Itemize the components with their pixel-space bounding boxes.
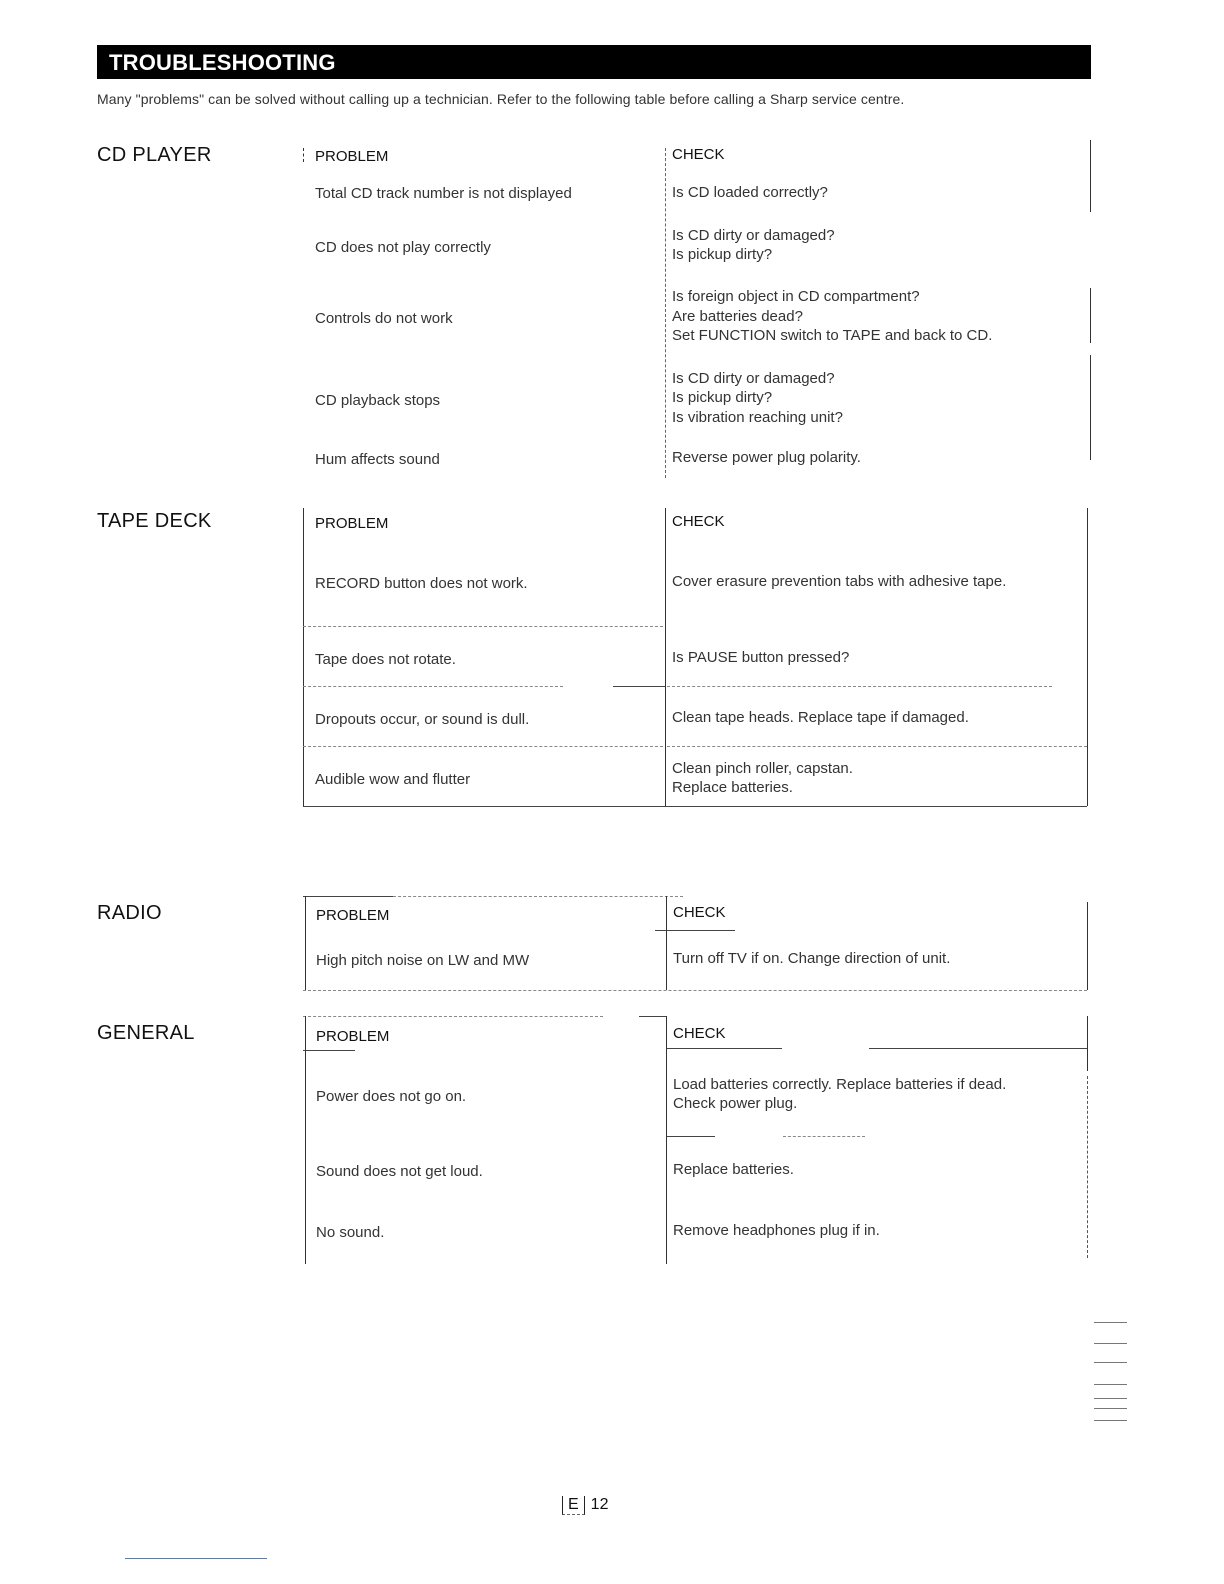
table-border	[1090, 355, 1091, 460]
table-top	[303, 1016, 603, 1017]
bottom-edge-line	[125, 1558, 267, 1559]
table-top	[639, 1016, 667, 1017]
check-cell: Is CD dirty or damaged?	[672, 227, 835, 244]
check-cell: Check power plug.	[673, 1095, 798, 1112]
problem-cell: CD playback stops	[315, 392, 441, 409]
problem-cell: Tape does not rotate.	[315, 651, 456, 668]
margin-mark	[1094, 1384, 1127, 1385]
check-cell: Cover erasure prevention tabs with adhesive tape.	[672, 573, 1007, 590]
page-title: TROUBLESHOOTING	[109, 50, 336, 75]
check-cell: Turn off TV if on. Change direction of unit.	[673, 950, 951, 967]
margin-mark	[1094, 1408, 1127, 1409]
row-divider	[303, 746, 663, 747]
check-cell: Clean pinch roller, capstan.	[672, 760, 853, 777]
problem-cell: High pitch noise on LW and MW	[316, 952, 530, 969]
table-divider	[666, 1016, 667, 1264]
check-cell: Remove headphones plug if in.	[673, 1222, 880, 1239]
section-title-cd-player: CD PLAYER	[97, 144, 212, 166]
radio-table	[303, 896, 1090, 990]
table-border	[303, 148, 304, 162]
table-top	[303, 896, 393, 897]
check-cell: Set FUNCTION switch to TAPE and back to CD.	[672, 327, 993, 344]
check-cell: Is CD dirty or damaged?	[672, 370, 835, 387]
problem-cell: RECORD button does not work.	[315, 575, 528, 592]
problem-cell: Total CD track number is not displayed	[315, 185, 572, 202]
table-border	[303, 508, 304, 806]
row-divider	[667, 746, 1087, 747]
check-header: CHECK	[672, 146, 725, 163]
check-cell: Clean tape heads. Replace tape if damaged.	[672, 709, 969, 726]
check-cell: Is vibration reaching unit?	[672, 409, 843, 426]
row-divider	[667, 1136, 715, 1137]
problem-cell: Controls do not work	[315, 310, 453, 327]
table-border	[1087, 508, 1088, 806]
check-cell: Is foreign object in CD compartment?	[672, 288, 920, 305]
problem-cell: Audible wow and flutter	[315, 771, 471, 788]
margin-mark	[1094, 1398, 1127, 1399]
table-bottom	[303, 806, 1087, 807]
table-border	[1087, 1076, 1088, 1258]
table-border	[1087, 902, 1088, 990]
check-header: CHECK	[673, 904, 726, 921]
row-divider	[667, 686, 1052, 687]
table-divider	[665, 508, 666, 806]
check-cell: Is pickup dirty?	[672, 246, 773, 263]
problem-cell: CD does not play correctly	[315, 239, 491, 256]
header-underline	[667, 1048, 782, 1049]
header-underline	[869, 1048, 1087, 1049]
section-title-general: GENERAL	[97, 1022, 195, 1044]
page-number: 12	[590, 1496, 609, 1513]
problem-cell: Dropouts occur, or sound is dull.	[315, 711, 530, 728]
problem-header: PROBLEM	[316, 907, 390, 924]
check-header: CHECK	[673, 1025, 726, 1042]
tape-deck-table	[303, 508, 1090, 808]
problem-cell: Sound does not get loud.	[316, 1163, 483, 1180]
problem-header: PROBLEM	[315, 515, 389, 532]
table-bottom	[303, 990, 1087, 991]
title-banner	[97, 45, 1091, 79]
cd-player-table	[303, 140, 1090, 480]
general-table	[303, 1016, 1090, 1266]
row-divider	[303, 686, 563, 687]
table-border	[305, 896, 306, 990]
check-cell: Replace batteries.	[673, 1161, 794, 1178]
check-cell: Reverse power plug polarity.	[672, 449, 861, 466]
problem-cell: No sound.	[316, 1224, 385, 1241]
check-header: CHECK	[672, 513, 725, 530]
section-title-radio: RADIO	[97, 902, 162, 924]
margin-mark	[1094, 1322, 1127, 1323]
table-border	[1087, 1016, 1088, 1071]
table-border	[1090, 140, 1091, 212]
intro-text: Many "problems" can be solved without calling up a technician. Refer to the following table before calling a Sharp service centre.	[97, 91, 905, 107]
page-footer	[562, 1496, 608, 1515]
table-top	[393, 896, 683, 897]
check-cell: Is CD loaded correctly?	[672, 184, 828, 201]
problem-header: PROBLEM	[316, 1028, 390, 1045]
section-title-tape-deck: TAPE DECK	[97, 510, 212, 532]
header-underline	[655, 930, 735, 931]
margin-mark	[1094, 1343, 1127, 1344]
language-code: E	[562, 1496, 585, 1515]
row-divider	[783, 1136, 865, 1137]
header-underline	[303, 1050, 355, 1051]
check-cell: Is pickup dirty?	[672, 389, 773, 406]
check-cell: Replace batteries.	[672, 779, 793, 796]
margin-mark	[1094, 1420, 1127, 1421]
check-cell: Are batteries dead?	[672, 308, 803, 325]
table-divider	[666, 896, 667, 990]
check-cell: Load batteries correctly. Replace batteries if dead.	[673, 1076, 1007, 1093]
problem-cell: Power does not go on.	[316, 1088, 467, 1105]
row-divider	[303, 626, 663, 627]
row-divider	[613, 686, 665, 687]
table-divider	[665, 148, 666, 478]
table-border	[1090, 288, 1091, 343]
problem-header: PROBLEM	[315, 148, 389, 165]
margin-mark	[1094, 1362, 1127, 1363]
check-cell: Is PAUSE button pressed?	[672, 649, 850, 666]
problem-cell: Hum affects sound	[315, 451, 440, 468]
table-border	[305, 1016, 306, 1264]
